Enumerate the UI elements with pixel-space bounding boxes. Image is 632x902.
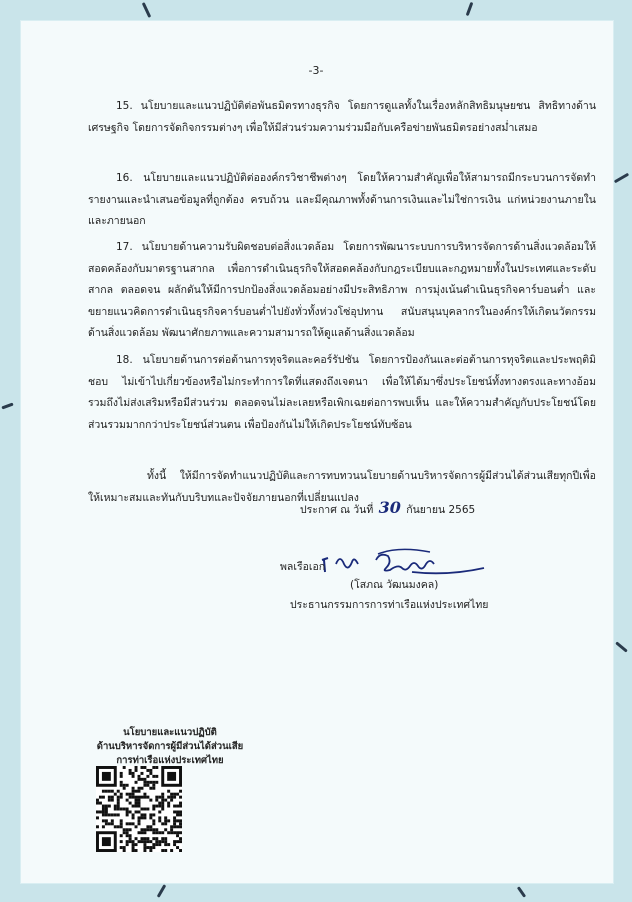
announcement-prefix: ประกาศ ณ วันที่ — [300, 504, 374, 516]
paragraph-18: 18. นโยบายด้านการต่อต้านการทุจริตและคอร์รัปชัน โดยการป้องกันและต่อต้านการทุจริตและประพฤติมิชอบ ไม่เข้าไปเกี่ยวข้องหรือไม่กระทำการใดที่แสดงถึงเจตนา เพื่อให้ได้มาซึ่งประโยชน์ทั้งทางตรงและทางอ้อม รวมถึงไม่ส่งเสริมหรือมีส่วนร่วม ตลอดจนไม่ละเลยหรือเพิกเฉยต่อการพบเห็น และให้ความสำคัญกับประโยชน์โดยส่วนรวมมากกว่าประโยชน์ส่วนตน เพื่อป้องกันไม่ให้เกิดประโยชน์ทับซ้อน — [88, 354, 596, 431]
signer-rank: พลเรือเอก — [280, 561, 326, 573]
qr-code[interactable] — [96, 766, 182, 852]
decorative-line — [142, 2, 151, 18]
announcement-month-year: กันยายน 2565 — [406, 504, 476, 516]
policy-caption-line: ด้านบริหารจัดการผู้มีส่วนได้ส่วนเสีย — [96, 741, 244, 752]
policy-caption — [70, 726, 270, 768]
paragraph-17: 17. นโยบายด้านความรับผิดชอบต่อสิ่งแวดล้อม โดยการพัฒนาระบบการบริหารจัดการด้านสิ่งแวดล้อมให้สอดคล้องกับมาตรฐานสากล เพื่อการดำเนินธุรกิจให้สอดคล้องกับกฎระเบียบและกฎหมายทั้งในประเทศและระดับสากล ตลอดจน ผลักดันให้มีการปกป้องสิ่งแวดล้อมอย่างมีประสิทธิภาพ การมุ่งเน้นดำเนินธุรกิจคาร์บอนต่ำ และขยายแนวคิดการดำเนินธุรกิจคาร์บอนต่ำไปยังทั่วทั้งห่วงโซ่อุปทาน สนับสนุนบุคลากรในองค์กรให้เกิดนวัตกรรมด้านสิ่งแวดล้อม พัฒนาศักยภาพและความสามารถให้ดูแลด้านสิ่งแวดล้อม — [88, 241, 596, 339]
policy-caption-line: นโยบายและแนวปฏิบัติ — [123, 727, 217, 738]
decorative-line — [614, 173, 629, 184]
signer-title: ประธานกรรมการการท่าเรือแห่งประเทศไทย — [290, 599, 489, 611]
paragraph-16: 16. นโยบายและแนวปฏิบัติต่อองค์กรวิชาชีพต่างๆ โดยให้ความสำคัญเพื่อให้สามารถมีกระบวนการจัดทำรายงานและนำเสนอข้อมูลที่ถูกต้อง ครบถ้วน และมีคุณภาพทั้งด้านการเงินและไม่ใช่การเงิน แก่หน่วยงานภายในและภายนอก — [88, 172, 596, 227]
decorative-line — [615, 641, 628, 652]
page-number: -3- — [308, 64, 324, 77]
announcement-day: 30 — [378, 498, 401, 517]
closing-paragraph: ทั้งนี้ ให้มีการจัดทำแนวปฏิบัติและการทบทวนนโยบายด้านบริหารจัดการผู้มีส่วนได้ส่วนเสียทุกปีเพื่อให้เหมาะสมและทันกับบริบทและปัจจัยภายนอกที่เปลี่ยนแปลง — [88, 470, 596, 504]
decorative-line — [157, 884, 167, 898]
decorative-line — [466, 2, 474, 16]
decorative-line — [517, 886, 526, 898]
announcement-date — [300, 500, 475, 518]
handwritten-signature — [318, 542, 488, 578]
policy-caption-line: การท่าเรือแห่งประเทศไทย — [116, 755, 224, 766]
paragraph-15: 15. นโยบายและแนวปฏิบัติต่อพันธมิตรทางธุรกิจ โดยการดูแลทั้งในเรื่องหลักสิทธิมนุษยชน สิทธิทางด้านเศรษฐกิจ โดยการจัดกิจกรรมต่างๆ เพื่อให้มีส่วนร่วมความร่วมมือกับเครือข่ายพันธมิตรอย่างสม่ำเสมอ — [88, 100, 596, 134]
decorative-line — [1, 403, 13, 410]
signer-name: (โสภณ วัฒนมงคล) — [350, 579, 439, 591]
